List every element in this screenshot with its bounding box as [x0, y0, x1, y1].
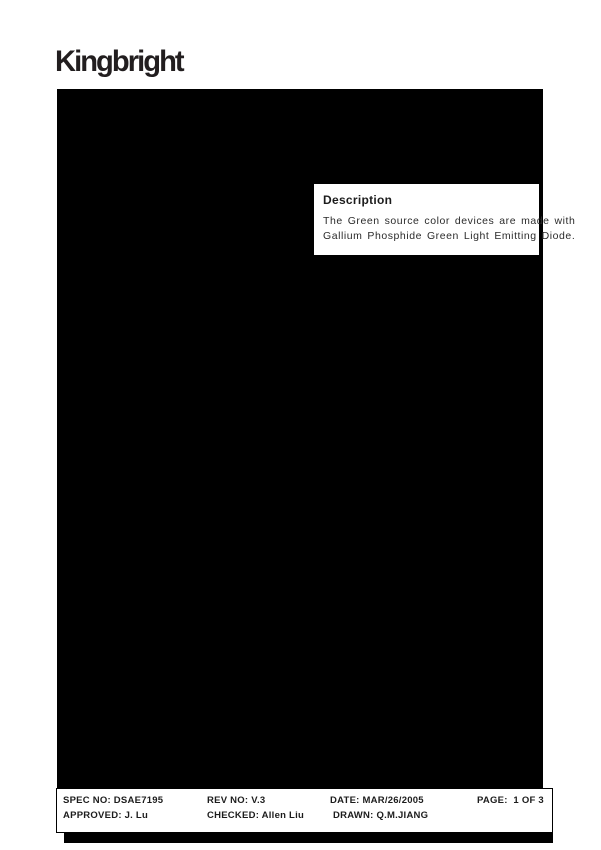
description-line-2: Gallium Phosphide Green Light Emitting Diode. — [323, 230, 576, 242]
footer-rev-no: REV NO: V.3 — [207, 795, 266, 806]
footer-table — [56, 788, 553, 833]
description-title: Description — [323, 193, 393, 207]
description-line-1: The Green source color devices are made with — [323, 215, 576, 227]
footer-page-number: PAGE: 1 OF 3 — [477, 795, 544, 806]
description-box — [313, 183, 576, 256]
footer-checked-by: CHECKED: Allen Liu — [207, 810, 305, 821]
footer-drawn-by: DRAWN: Q.M.JIANG — [333, 810, 429, 821]
footer-spec-no: SPEC NO: DSAE7195 — [63, 795, 164, 806]
footer-approved-by: APPROVED: J. Lu — [63, 810, 149, 821]
kingbright-logo: Kingbright — [55, 45, 183, 78]
footer-date: DATE: MAR/26/2005 — [330, 795, 424, 806]
